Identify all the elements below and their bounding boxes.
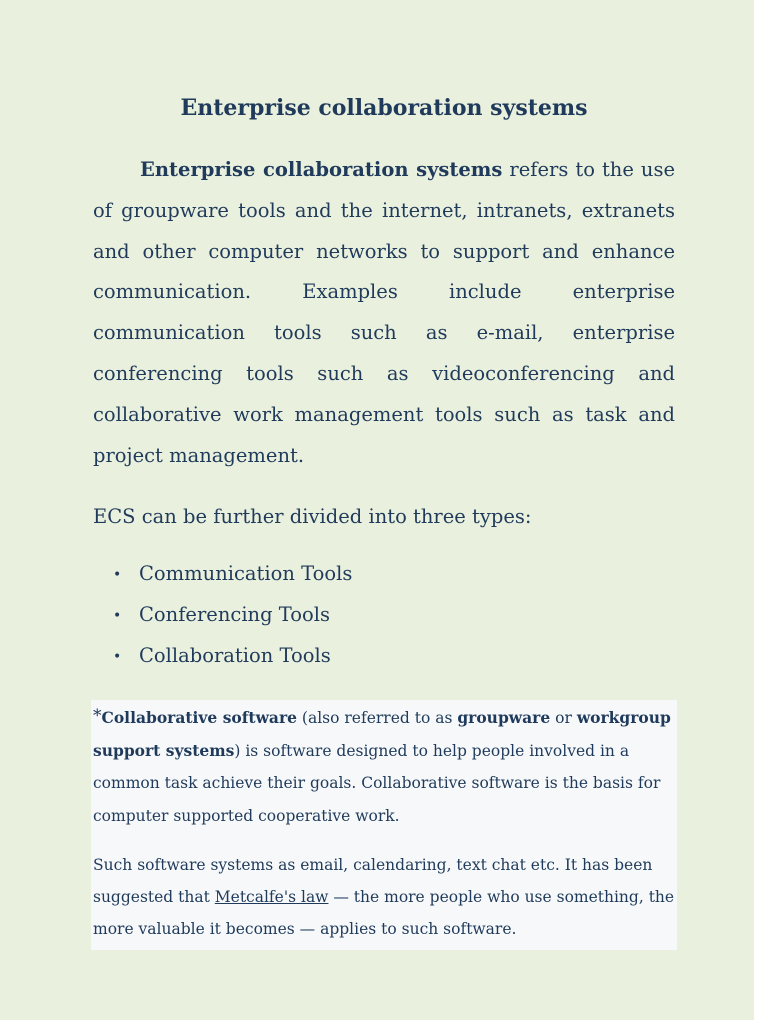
page-edge: [754, 0, 768, 1024]
list-item-label: Collaboration Tools: [139, 644, 331, 667]
list-item: [93, 637, 675, 678]
list-item: [93, 596, 675, 637]
list-item: [93, 555, 675, 596]
note2-after: — the more people who use something, the more valuable it becomes — applies to such software.: [93, 888, 675, 938]
note2-before: Such software systems as email, calendaring, text chat etc. It has been suggested that: [93, 856, 653, 906]
intro-term: Enterprise collaboration systems: [140, 158, 503, 181]
types-list: [93, 555, 675, 678]
note-paragraph-2: [93, 849, 675, 945]
list-item-label: Communication Tools: [139, 562, 353, 585]
bullet-icon: •: [113, 567, 122, 583]
intro-paragraph: [93, 150, 675, 476]
note-rest: ) is software designed to help people involved in a common task achieve their goals. Collaborative software is the basis for computer supported cooperative work.: [93, 741, 661, 825]
note-or: or: [550, 709, 577, 727]
bullet-icon: •: [113, 608, 122, 624]
bullet-icon: •: [113, 649, 122, 665]
document-title: Enterprise collaboration systems: [180, 95, 588, 121]
list-item-label: Conferencing Tools: [139, 603, 331, 626]
intro-body: refers to the use of groupware tools and the internet, intranets, extranets and other computer networks to support and enhance communication. Examples include enterprise communication tools such as e-mail, enterprise conferencing tools such as videoconferencing and collaborative work management tools such as task and project management.: [93, 158, 675, 467]
note-paragraph: [93, 700, 675, 832]
note-box: [91, 700, 677, 950]
note-alt-term-groupware: groupware: [457, 708, 551, 727]
metcalfes-law-link[interactable]: Metcalfe's law: [214, 888, 329, 906]
note-term: Collaborative software: [101, 708, 297, 727]
note-aka: (also referred to as: [297, 709, 458, 727]
footnote-asterisk: *: [93, 706, 102, 726]
note-alt-term-workgroup: workgroup support systems: [93, 708, 671, 760]
types-heading: ECS can be further divided into three types:: [93, 505, 532, 528]
